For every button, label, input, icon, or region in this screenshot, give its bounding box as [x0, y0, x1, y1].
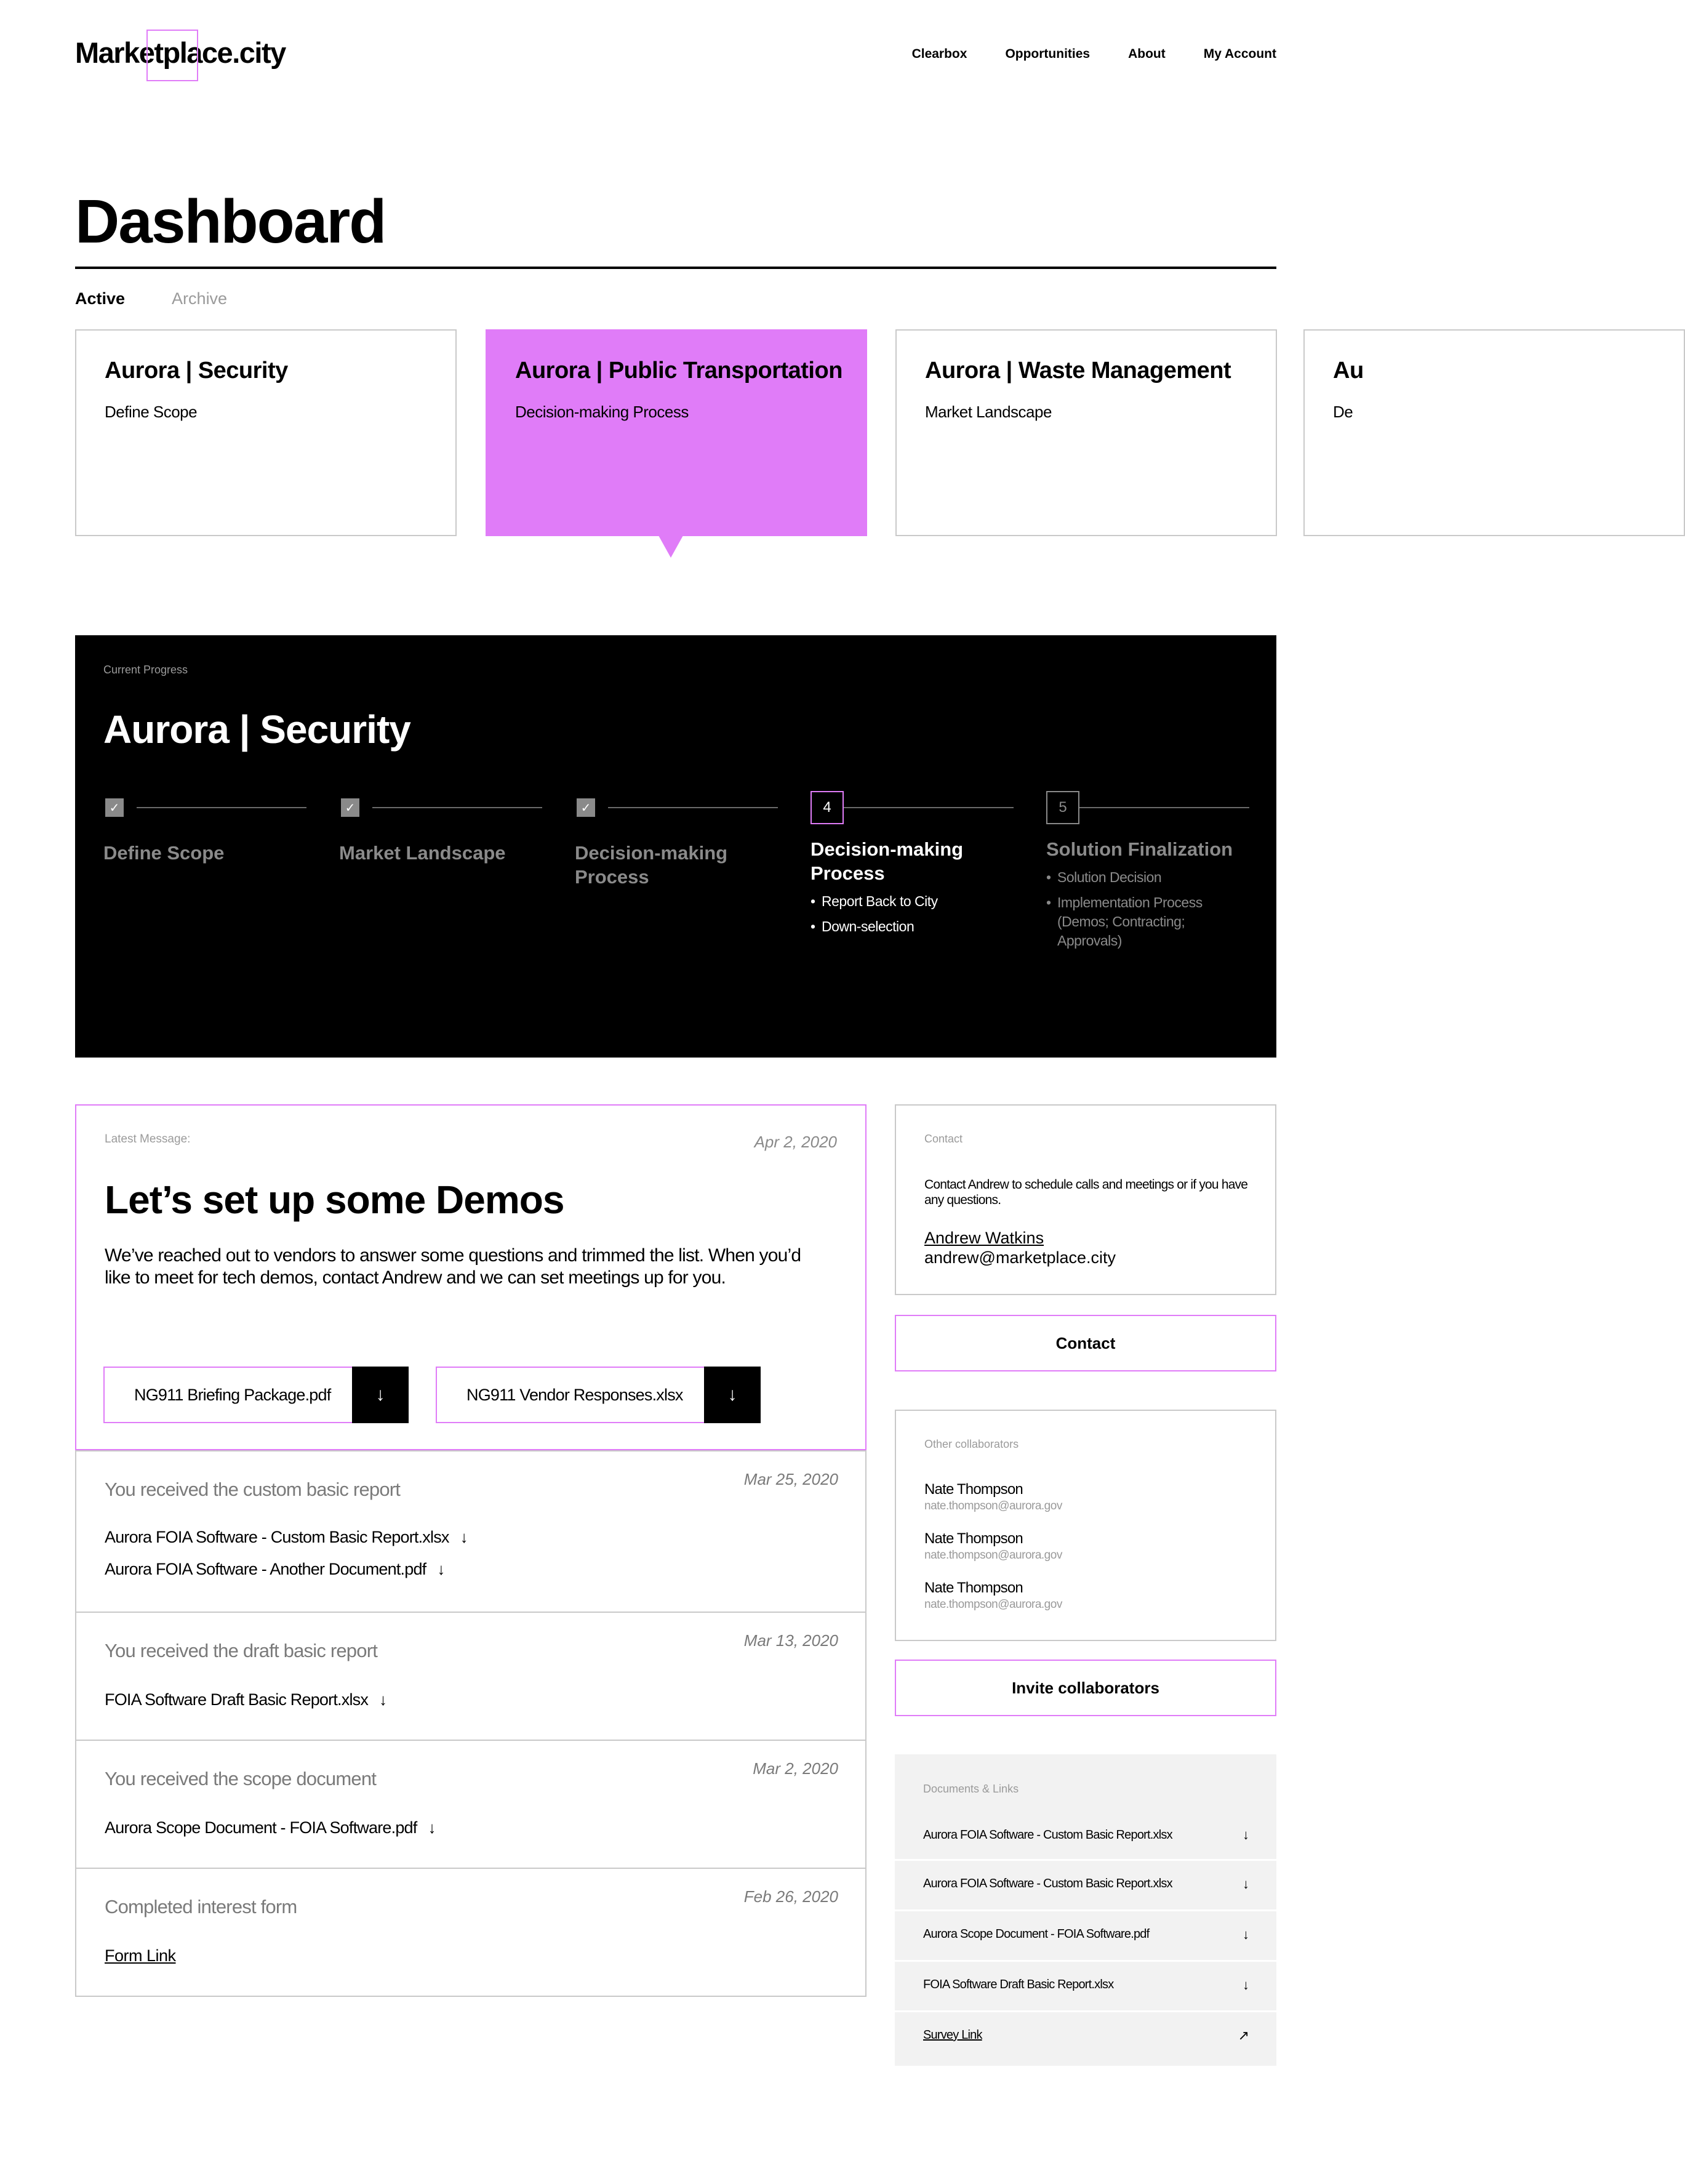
logo-highlight-box [146, 30, 198, 81]
document-name[interactable]: Aurora Scope Document - FOIA Software.pdf [923, 1927, 1150, 1941]
card-title: Au [1333, 358, 1364, 383]
message-date: Feb 26, 2020 [743, 1887, 838, 1906]
nav-about[interactable]: About [1128, 47, 1166, 61]
file-link[interactable] [105, 1560, 445, 1579]
step-substeps [1046, 868, 1249, 950]
card-title: Aurora | Security [105, 358, 288, 383]
download-icon[interactable]: ↓ [1243, 1876, 1249, 1892]
document-row[interactable] [895, 1960, 1276, 2008]
collaborator-name: Nate Thompson [924, 1580, 1023, 1596]
collaborator [924, 1580, 1062, 1612]
message-body: We’ve reached out to vendors to answer some questions and trimmed the list. When you’d like to meet for tech demos, contact Andrew and we can set meetings up for you. [105, 1245, 801, 1288]
message-date: Apr 2, 2020 [754, 1133, 837, 1151]
progress-project-title: Aurora | Security [103, 707, 410, 752]
document-row[interactable] [895, 1859, 1276, 1907]
step-name: Decision-making Process [810, 838, 964, 884]
download-icon[interactable]: ↓ [379, 1690, 387, 1709]
message-row [76, 1868, 865, 1996]
collaborators-label: Other collaborators [924, 1438, 1019, 1450]
step-connector [137, 807, 306, 808]
logo[interactable]: Marketplace.city [75, 36, 286, 69]
selected-card-pointer [658, 536, 683, 558]
check-icon: ✓ [577, 798, 595, 817]
documents-label: Documents & Links [923, 1783, 1019, 1795]
survey-link[interactable]: Survey Link [923, 2028, 982, 2042]
title-divider [75, 267, 1276, 269]
card-title: Aurora | Waste Management [925, 358, 1231, 383]
tab-active[interactable]: Active [75, 289, 126, 308]
current-progress-panel [75, 635, 1276, 1058]
message-row [76, 1740, 865, 1868]
project-card-security[interactable] [75, 329, 457, 536]
progress-step-2 [339, 797, 542, 865]
substep-item: • Down-selection [810, 917, 1014, 936]
step-name: Decision-making Process [575, 842, 728, 888]
progress-step-1 [103, 797, 306, 865]
contact-description: Contact Andrew to schedule calls and meetings or if you have any questions. [924, 1178, 1248, 1208]
file-name: NG911 Vendor Responses.xlsx [466, 1385, 683, 1404]
substep-item: • Implementation Process (Demos; Contracting; Approvals) [1046, 893, 1249, 950]
message-date: Mar 25, 2020 [743, 1470, 838, 1488]
message-date: Mar 2, 2020 [753, 1759, 838, 1778]
check-icon: ✓ [105, 798, 124, 817]
message-title: You received the custom basic report [105, 1479, 401, 1500]
project-card-waste-management[interactable] [895, 329, 1277, 536]
progress-step-5 [1046, 797, 1249, 957]
document-row[interactable] [895, 1909, 1276, 1957]
download-arrow-icon[interactable]: ↓ [352, 1367, 409, 1423]
messages-panel [75, 1104, 867, 1997]
tabs [75, 289, 227, 308]
step-substeps [810, 892, 1014, 936]
nav-clearbox[interactable]: Clearbox [911, 47, 967, 61]
download-arrow-icon[interactable]: ↓ [704, 1367, 761, 1423]
collaborator [924, 1481, 1062, 1513]
download-icon[interactable]: ↓ [437, 1560, 445, 1578]
contact-label: Contact [924, 1133, 963, 1145]
progress-step-4 [810, 797, 1014, 942]
message-heading: Let’s set up some Demos [105, 1178, 564, 1222]
step-connector [844, 807, 1014, 808]
message-title: Completed interest form [105, 1896, 297, 1917]
message-row [76, 1450, 865, 1612]
check-icon: ✓ [341, 798, 359, 817]
invite-collaborators-button[interactable]: Invite collaborators [895, 1660, 1276, 1716]
nav-my-account[interactable]: My Account [1203, 47, 1276, 61]
download-vendor-responses-button[interactable] [436, 1367, 761, 1423]
substep-item: • Solution Decision [1046, 868, 1249, 887]
step-connector [1079, 807, 1249, 808]
nav-opportunities[interactable]: Opportunities [1005, 47, 1091, 61]
contact-button[interactable]: Contact [895, 1315, 1276, 1371]
contact-email[interactable]: andrew@marketplace.city [924, 1248, 1116, 1267]
progress-step-3 [575, 797, 778, 889]
download-icon[interactable]: ↓ [1243, 1827, 1249, 1842]
step-connector [372, 807, 542, 808]
collaborator-email: nate.thompson@aurora.gov [924, 1499, 1062, 1512]
download-icon[interactable]: ↓ [1243, 1926, 1249, 1942]
collaborator-name: Nate Thompson [924, 1530, 1023, 1547]
file-name[interactable]: Aurora FOIA Software - Another Document.pdf [105, 1560, 426, 1578]
project-card-public-transportation[interactable] [486, 329, 867, 536]
latest-message [75, 1104, 867, 1450]
card-title: Aurora | Public Transportation [515, 358, 842, 383]
contact-name-link[interactable]: Andrew Watkins [924, 1229, 1044, 1247]
page-title: Dashboard [75, 187, 386, 256]
document-name[interactable]: FOIA Software Draft Basic Report.xlsx [923, 1978, 1114, 1991]
file-link[interactable] [105, 1528, 468, 1547]
step-number: 5 [1046, 791, 1079, 824]
project-card-partial[interactable] [1303, 329, 1685, 536]
card-subtitle: De [1333, 403, 1353, 421]
contact-card [895, 1104, 1276, 1295]
step-name: Solution Finalization [1046, 838, 1233, 860]
download-icon[interactable]: ↓ [428, 1818, 436, 1837]
message-title: You received the scope document [105, 1768, 377, 1789]
form-link[interactable]: Form Link [105, 1946, 176, 1965]
message-title: You received the draft basic report [105, 1640, 378, 1661]
file-link[interactable] [105, 1690, 386, 1709]
collaborator-name: Nate Thompson [924, 1481, 1023, 1498]
file-link[interactable] [105, 1818, 436, 1837]
download-icon[interactable]: ↓ [1243, 1977, 1249, 1993]
documents-links-card [895, 1754, 1276, 2066]
collaborator-email: nate.thompson@aurora.gov [924, 1549, 1062, 1562]
external-link-icon[interactable]: ↗ [1238, 2027, 1249, 2043]
card-subtitle: Decision-making Process [515, 403, 689, 421]
document-name[interactable]: Aurora FOIA Software - Custom Basic Report.xlsx [923, 1877, 1172, 1890]
step-name: Market Landscape [339, 842, 506, 864]
card-subtitle: Market Landscape [925, 403, 1052, 421]
step-name: Define Scope [103, 842, 225, 864]
message-row [76, 1612, 865, 1740]
message-date: Mar 13, 2020 [743, 1631, 838, 1650]
file-name[interactable]: Aurora FOIA Software - Custom Basic Report.xlsx [105, 1528, 449, 1546]
tab-archive[interactable]: Archive [172, 289, 228, 308]
step-connector [608, 807, 778, 808]
latest-message-label: Latest Message: [105, 1133, 191, 1146]
download-icon[interactable]: ↓ [460, 1528, 468, 1546]
top-nav [912, 47, 1276, 62]
collaborator-email: nate.thompson@aurora.gov [924, 1598, 1062, 1611]
document-row[interactable] [895, 1811, 1276, 1859]
file-name[interactable]: Aurora Scope Document - FOIA Software.pdf [105, 1818, 417, 1837]
card-subtitle: Define Scope [105, 403, 198, 421]
substep-item: • Report Back to City [810, 892, 1014, 911]
collaborator [924, 1530, 1062, 1562]
document-row[interactable] [895, 2010, 1276, 2058]
download-briefing-button[interactable] [103, 1367, 409, 1423]
document-name[interactable]: Aurora FOIA Software - Custom Basic Report.xlsx [923, 1828, 1172, 1842]
file-name: NG911 Briefing Package.pdf [134, 1385, 331, 1404]
collaborators-card [895, 1410, 1276, 1641]
step-number: 4 [810, 791, 844, 824]
file-name[interactable]: FOIA Software Draft Basic Report.xlsx [105, 1690, 369, 1709]
progress-label: Current Progress [103, 664, 188, 676]
